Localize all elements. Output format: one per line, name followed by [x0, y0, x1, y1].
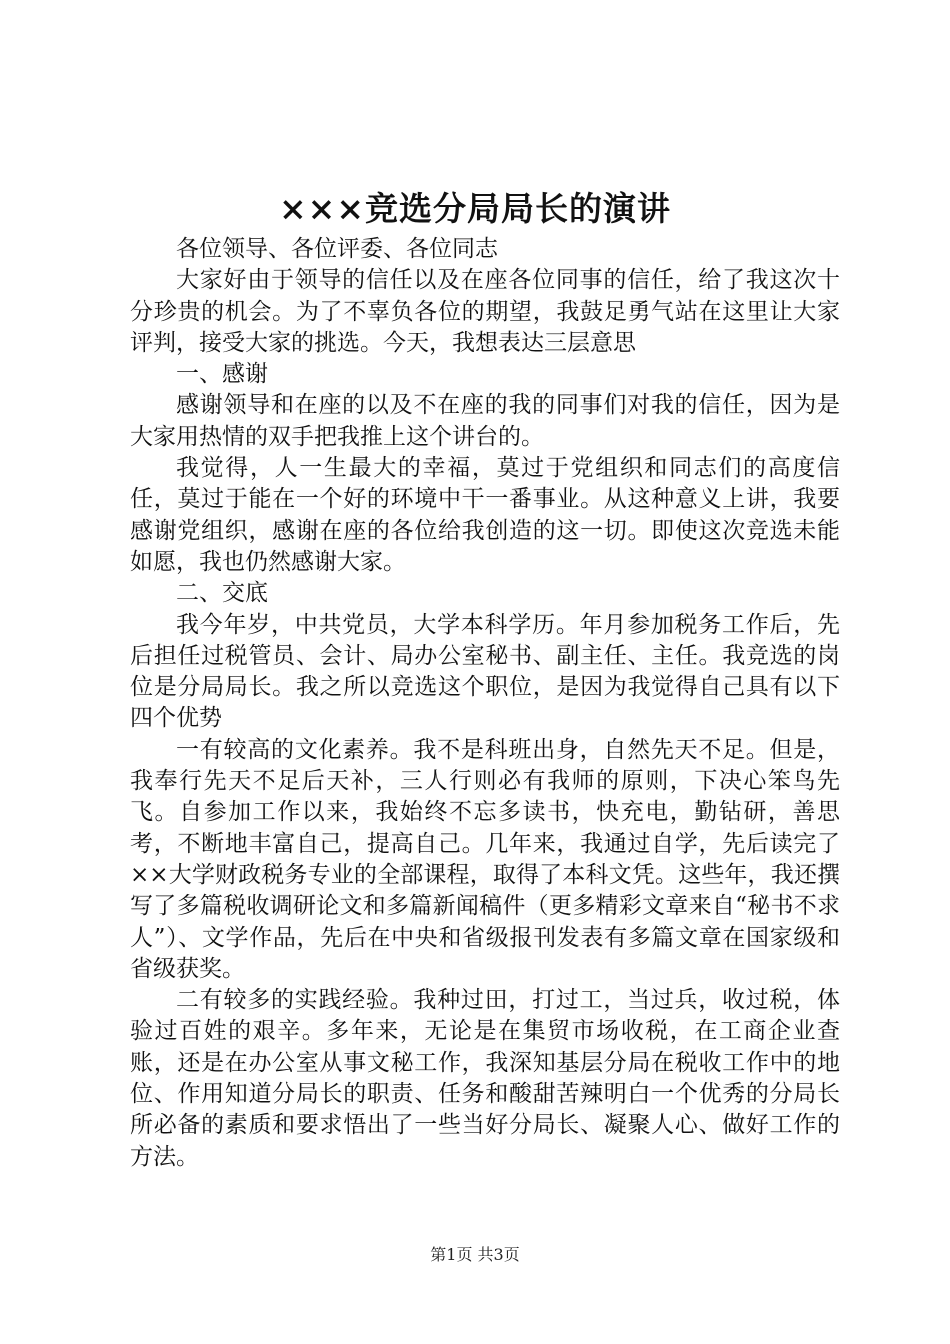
salutation: 各位领导、各位评委、各位同志 [176, 236, 498, 262]
document-body [130, 234, 840, 1173]
paragraph-advantage-one: 一有较高的文化素养。我不是科班出身，自然先天不足。但是，我奉行先天不足后天补，三人行则必有我师的原则，下决心笨鸟先飞。自参加工作以来，我始终不忘多读书，快充电，勤钻研，善思考，不断地丰富自己，提高自己。几年来，我通过自学，先后读完了××大学财政税务专业的全部课程，取得了本科文凭。这些年，我还撰写了多篇税收调研论文和多篇新闻稿件（更多精彩文章来自“秘书不求人”）、文学作品，先后在中央和省级报刊发表有多篇文章在国家级和省级获奖。 [130, 736, 840, 982]
paragraph-happiness: 我觉得，人一生最大的幸福，莫过于党组织和同志们的高度信任，莫过于能在一个好的环境中干一番事业。从这种意义上讲，我要感谢党组织，感谢在座的各位给我创造的这一切。即使这次竞选未能如愿，我也仍然感谢大家。 [130, 455, 840, 575]
paragraph-intro: 大家好由于领导的信任以及在座各位同事的信任，给了我这次十分珍贵的机会。为了不辜负各位的期望，我鼓足勇气站在这里让大家评判，接受大家的挑选。今天，我想表达三层意思 [130, 267, 840, 356]
section-heading-thanks: 一、感谢 [176, 361, 268, 388]
page-footer: 第1页 共3页 [430, 1245, 520, 1264]
paragraph-advantage-two: 二有较多的实践经验。我种过田，打过工，当过兵，收过税，体验过百姓的艰辛。多年来，无论是在集贸市场收税，在工商企业查账，还是在办公室从事文秘工作，我深知基层分局在税收工作中的地位、作用知道分局长的职责、任务和酸甜苦辣明白一个优秀的分局长所必备的素质和要求悟出了一些当好分局长、凝聚人心、做好工作的方法。 [130, 987, 840, 1170]
section-heading-background: 二、交底 [176, 580, 268, 607]
document-title: ×××竞选分局局长的演讲 [279, 189, 671, 228]
paragraph-background: 我今年岁，中共党员，大学本科学历。年月参加税务工作后，先后担任过税管员、会计、局办公室秘书、副主任、主任。我竞选的岗位是分局局长。我之所以竞选这个职位，是因为我觉得自己具有以下四个优势 [130, 611, 840, 732]
paragraph-thanks: 感谢领导和在座的以及不在座的我的同事们对我的信任，因为是大家用热情的双手把我推上这个讲台的。 [130, 392, 840, 450]
